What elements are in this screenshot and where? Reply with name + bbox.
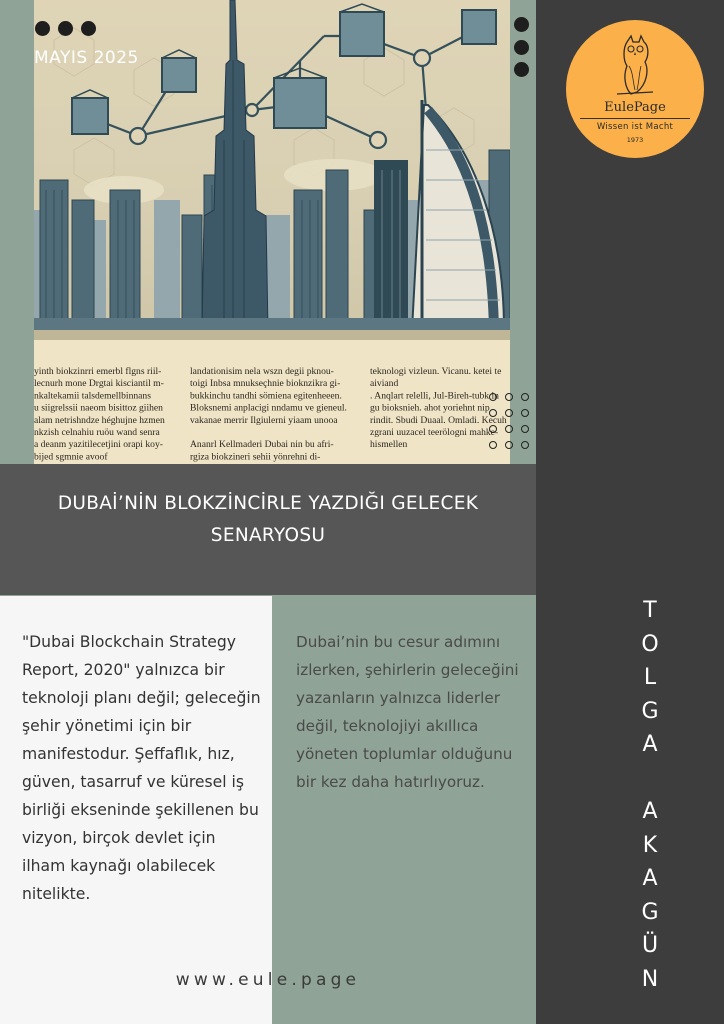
newspaper-line: Ananrl Kellmaderi Dubai nin bu afri- — [190, 439, 334, 451]
author-letter — [647, 762, 654, 796]
author-letter: A — [642, 732, 658, 757]
newspaper-line: rgiza biokzineri sehii yönrehni di- — [190, 451, 321, 463]
author-letter: A — [642, 866, 658, 891]
dubai-blockchain-illustration — [34, 0, 510, 464]
right-column-text: Dubai’nin bu cesur adımını izlerken, şehirlerin geleceğini yazanların yalnızca liderler değil, teknolojiyi akıllıca yöneten toplumlar olduğunu bir kez daha hatırlıyoruz. — [296, 633, 519, 791]
newspaper-line: zgrani uuzacel teerölogni mahke- — [370, 427, 499, 438]
decorative-ring — [489, 425, 497, 433]
newspaper-line: nkzish celnahiu ruöu wand senra — [34, 427, 160, 438]
decorative-ring — [505, 441, 513, 449]
author-name — [630, 594, 670, 996]
newspaper-line: aiviand — [370, 378, 399, 390]
author-letter: A — [642, 799, 658, 824]
logo-year: 1973 — [626, 136, 644, 144]
author-letter: K — [642, 832, 658, 858]
logo-motto: Wissen ist Macht — [596, 122, 674, 132]
decorative-ring — [505, 393, 513, 401]
newspaper-line: Bloksnemi anplacigi nndamu ve gieneul. — [190, 402, 347, 414]
author-letter: L — [643, 665, 657, 690]
decorative-dot — [58, 21, 73, 36]
decorative-ring — [489, 441, 497, 449]
newspaper-line: u siigrelssii naeom bisittoz giihen — [34, 402, 163, 414]
newspaper-line: bijed sgmnie avoof — [34, 451, 108, 463]
article-title: DUBAİ’NİN BLOKZİNCİRLE YAZDIĞI GELECEK SENARYOSU — [57, 493, 479, 546]
decorative-ring — [489, 393, 497, 401]
decorative-dot — [514, 40, 529, 55]
decorative-ring — [505, 425, 513, 433]
website-link[interactable]: www.eule.page — [175, 970, 361, 990]
decorative-ring — [521, 441, 529, 449]
author-letter: G — [641, 698, 659, 724]
decorative-ring — [521, 393, 529, 401]
logo-divider — [580, 118, 690, 119]
newspaper-line: alam netrishndze héghujne hzmen — [34, 414, 165, 426]
author-letter: O — [641, 631, 659, 657]
decorative-ring — [521, 425, 529, 433]
newspaper-line: rindit. Sbudi Duaal. Omladi. Kecuh — [370, 414, 507, 426]
decorative-ring — [521, 409, 529, 417]
decorative-dot — [81, 21, 96, 36]
newspaper-line: a deanm yazitilecetjini orapi koy- — [34, 439, 163, 451]
newspaper-line: yinth biokzinrri emerbl flgns riil- — [34, 366, 162, 377]
author-letter: T — [643, 598, 657, 623]
newspaper-line: . Anqlart relelli, Jul-Bireh-tubk in — [370, 390, 499, 402]
newspaper-line: gu bioksnieh. ahot yoriehnt nip — [370, 402, 490, 414]
decorative-dot — [514, 62, 529, 77]
author-letter: Ü — [641, 933, 659, 958]
newspaper-line: hismellen — [370, 439, 408, 451]
logo-name: EulePage — [604, 100, 666, 115]
author-letter: G — [641, 899, 659, 925]
newspaper-line: vakanae merrir Ilgiulerni yiaam unooa — [190, 414, 338, 426]
decorative-ring — [505, 409, 513, 417]
author-letter: N — [641, 966, 659, 992]
left-column-text: "Dubai Blockchain Strategy Report, 2020" yalnızca bir teknoloji planı değil; geleceğin şehir yönetimi için bir manifestodur. Şeffaflık, hız, güven, tasarruf ve küresel iş birliği ekseninde şekillenen bu vizyon, birçok devlet için ilham kaynağı olabilecek nitelikte. — [22, 633, 261, 903]
issue-date: MAYIS 2025 — [34, 48, 139, 68]
newspaper-line: bukkinchu tandhi sömiena egitenheeen. — [190, 390, 342, 402]
newspaper-line: toigi Inbsa mnukseçhnie bioknzikra gi- — [190, 378, 341, 390]
eulepage-logo[interactable] — [566, 20, 704, 158]
newspaper-line: lecnurh mone Drgtai kisciantil m- — [34, 378, 164, 390]
decorative-dot — [514, 17, 529, 32]
newspaper-line: landationisim nela wszn degii pknou- — [190, 366, 334, 377]
newspaper-line: teknologi vizleun. Vicanu. ketei te — [370, 366, 502, 377]
newspaper-line: nkaltekamii talsdemellbinnans — [34, 390, 151, 402]
owl-icon — [615, 32, 655, 102]
decorative-ring — [489, 409, 497, 417]
decorative-dot — [35, 21, 50, 36]
